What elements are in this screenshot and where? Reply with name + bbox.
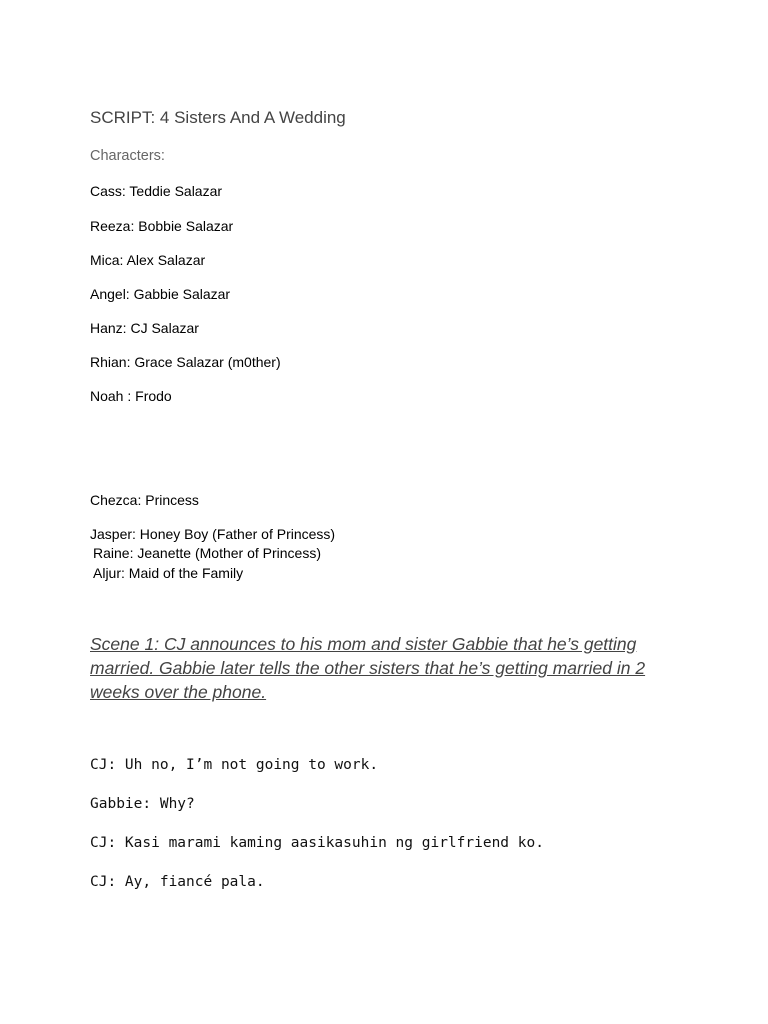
script-title: SCRIPT: 4 Sisters And A Wedding [90,108,346,127]
dialogue-line: CJ: Uh no, I’m not going to work. [90,757,379,773]
character-entry: Raine: Jeanette (Mother of Princess) [93,545,321,561]
character-entry: Mica: Alex Salazar [90,252,206,268]
character-entry: Reeza: Bobbie Salazar [90,218,234,234]
character-entry: Noah : Frodo [90,388,172,404]
characters-heading: Characters: [90,148,165,164]
dialogue-line: Gabbie: Why? [90,796,195,812]
character-entry: Chezca: Princess [90,492,199,508]
character-entry: Cass: Teddie Salazar [90,183,223,199]
scene-heading: Scene 1: CJ announces to his mom and sister Gabbie that he’s getting married. Gabbie later tells the other sisters that he’s getting married in 2 weeks over the phone. [90,634,646,702]
dialogue-line: CJ: Ay, fiancé pala. [90,874,265,890]
character-entry: Aljur: Maid of the Family [93,565,244,581]
dialogue-line: CJ: Kasi marami kaming aasikasuhin ng girlfriend ko. [90,835,544,851]
character-entry: Angel: Gabbie Salazar [90,286,231,302]
character-entry: Jasper: Honey Boy (Father of Princess) [90,526,336,542]
character-entry: Hanz: CJ Salazar [90,320,199,336]
character-entry: Rhian: Grace Salazar (m0ther) [90,354,281,370]
